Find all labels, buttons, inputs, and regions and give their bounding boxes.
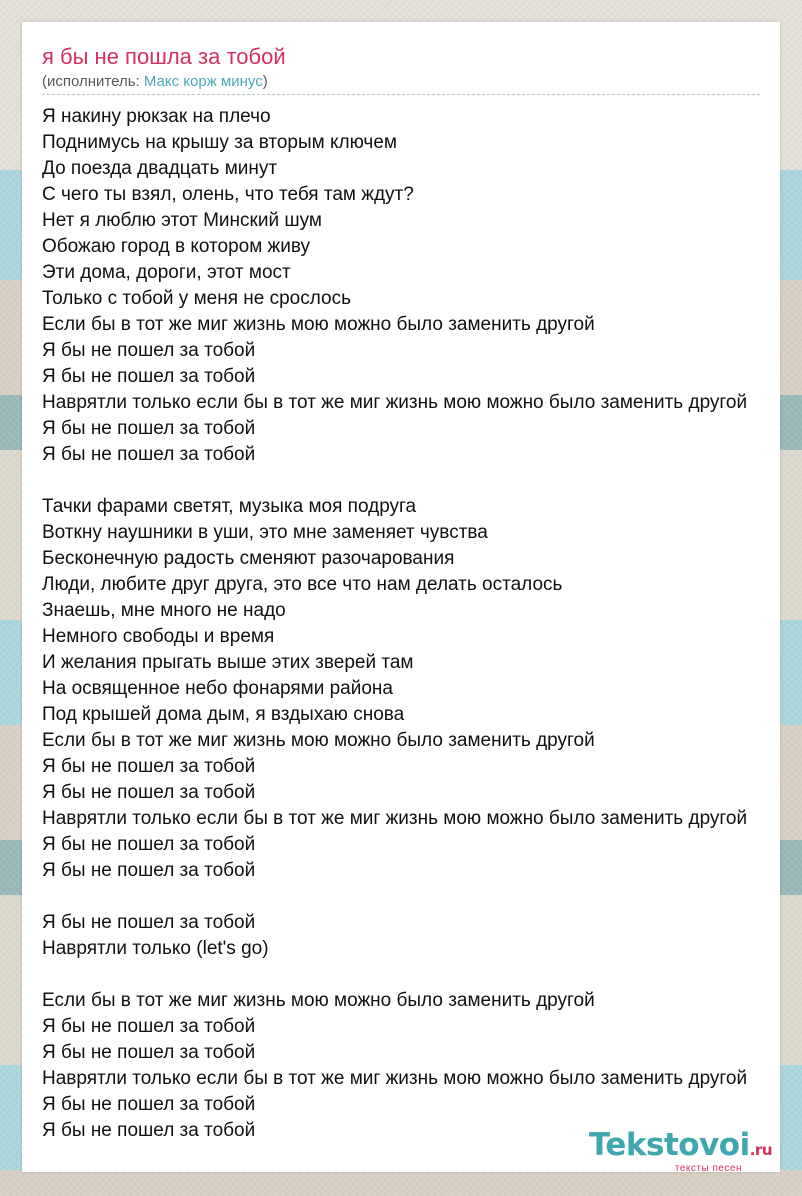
artist-suffix: ) bbox=[262, 73, 268, 90]
lyric-line: Я бы не пошел за тобой bbox=[42, 860, 256, 881]
lyric-line: Я бы не пошел за тобой bbox=[42, 1120, 256, 1141]
lyric-line: Знаешь, мне много не надо bbox=[42, 600, 286, 621]
lyric-line: Поднимусь на крышу за вторым ключем bbox=[42, 132, 397, 153]
lyric-line: Я бы не пошел за тобой bbox=[42, 366, 256, 387]
logo-main-text: Tekstovoi bbox=[588, 1127, 750, 1163]
lyric-line: Бесконечную радость сменяют разочарования bbox=[42, 548, 455, 569]
lyric-line: Наврятли только если бы в тот же миг жизнь мою можно было заменить другой bbox=[42, 808, 748, 829]
lyric-line: Я накину рюкзак на плечо bbox=[42, 106, 271, 127]
lyric-line: Под крышей дома дым, я вздыхаю снова bbox=[42, 704, 405, 725]
lyric-line: И желания прыгать выше этих зверей там bbox=[42, 652, 414, 673]
lyric-line: Наврятли только если бы в тот же миг жизнь мою можно было заменить другой bbox=[42, 392, 748, 413]
logo-tagline: тексты песен bbox=[674, 1163, 742, 1174]
lyric-line: Тачки фарами светят, музыка моя подруга bbox=[42, 496, 417, 517]
lyric-line: Немного свободы и время bbox=[42, 626, 275, 647]
lyric-line: Обожаю город в котором живу bbox=[42, 236, 311, 257]
lyric-line: До поезда двадцать минут bbox=[42, 158, 278, 179]
logo-wordmark bbox=[589, 1128, 772, 1167]
lyric-line: Я бы не пошел за тобой bbox=[42, 1016, 256, 1037]
lyric-line: Я бы не пошел за тобой bbox=[42, 418, 256, 439]
lyric-line: Я бы не пошел за тобой bbox=[42, 756, 256, 777]
lyric-line: Я бы не пошел за тобой bbox=[42, 1042, 256, 1063]
lyrics-text bbox=[42, 104, 802, 1144]
lyric-line: Наврятли только если бы в тот же миг жизнь мою можно было заменить другой bbox=[42, 1068, 748, 1089]
site-logo[interactable] bbox=[589, 1128, 772, 1174]
song-title: я бы не пошла за тобой bbox=[42, 44, 286, 69]
lyric-line: Я бы не пошел за тобой bbox=[42, 1094, 256, 1115]
artist-prefix: (исполнитель: bbox=[42, 73, 144, 90]
lyric-line: Я бы не пошел за тобой bbox=[42, 444, 256, 465]
lyric-line: Я бы не пошел за тобой bbox=[42, 340, 256, 361]
logo-tld: .ru bbox=[749, 1141, 772, 1159]
lyric-line: Я бы не пошел за тобой bbox=[42, 782, 256, 803]
lyric-line bbox=[42, 468, 802, 494]
artist-line bbox=[42, 73, 760, 95]
lyric-line: Люди, любите друг друга, это все что нам делать осталось bbox=[42, 574, 563, 595]
lyric-line: На освященное небо фонарями района bbox=[42, 678, 393, 699]
lyric-line: С чего ты взял, олень, что тебя там ждут? bbox=[42, 184, 414, 205]
lyric-line: Нет я люблю этот Минский шум bbox=[42, 210, 322, 231]
lyric-line: Наврятли только (let's go) bbox=[42, 938, 269, 959]
lyric-line bbox=[42, 884, 802, 910]
lyric-line bbox=[42, 962, 802, 988]
lyric-line: Эти дома, дороги, этот мост bbox=[42, 262, 291, 283]
lyric-line: Если бы в тот же миг жизнь мою можно было заменить другой bbox=[42, 990, 595, 1011]
lyric-line: Если бы в тот же миг жизнь мою можно было заменить другой bbox=[42, 314, 595, 335]
lyric-line: Воткну наушники в уши, это мне заменяет чувства bbox=[42, 522, 488, 543]
lyric-line: Я бы не пошел за тобой bbox=[42, 834, 256, 855]
lyric-line: Я бы не пошел за тобой bbox=[42, 912, 256, 933]
lyric-line: Только с тобой у меня не срослось bbox=[42, 288, 352, 309]
lyric-line: Если бы в тот же миг жизнь мою можно было заменить другой bbox=[42, 730, 595, 751]
artist-link[interactable]: Макс корж минус bbox=[143, 73, 263, 90]
